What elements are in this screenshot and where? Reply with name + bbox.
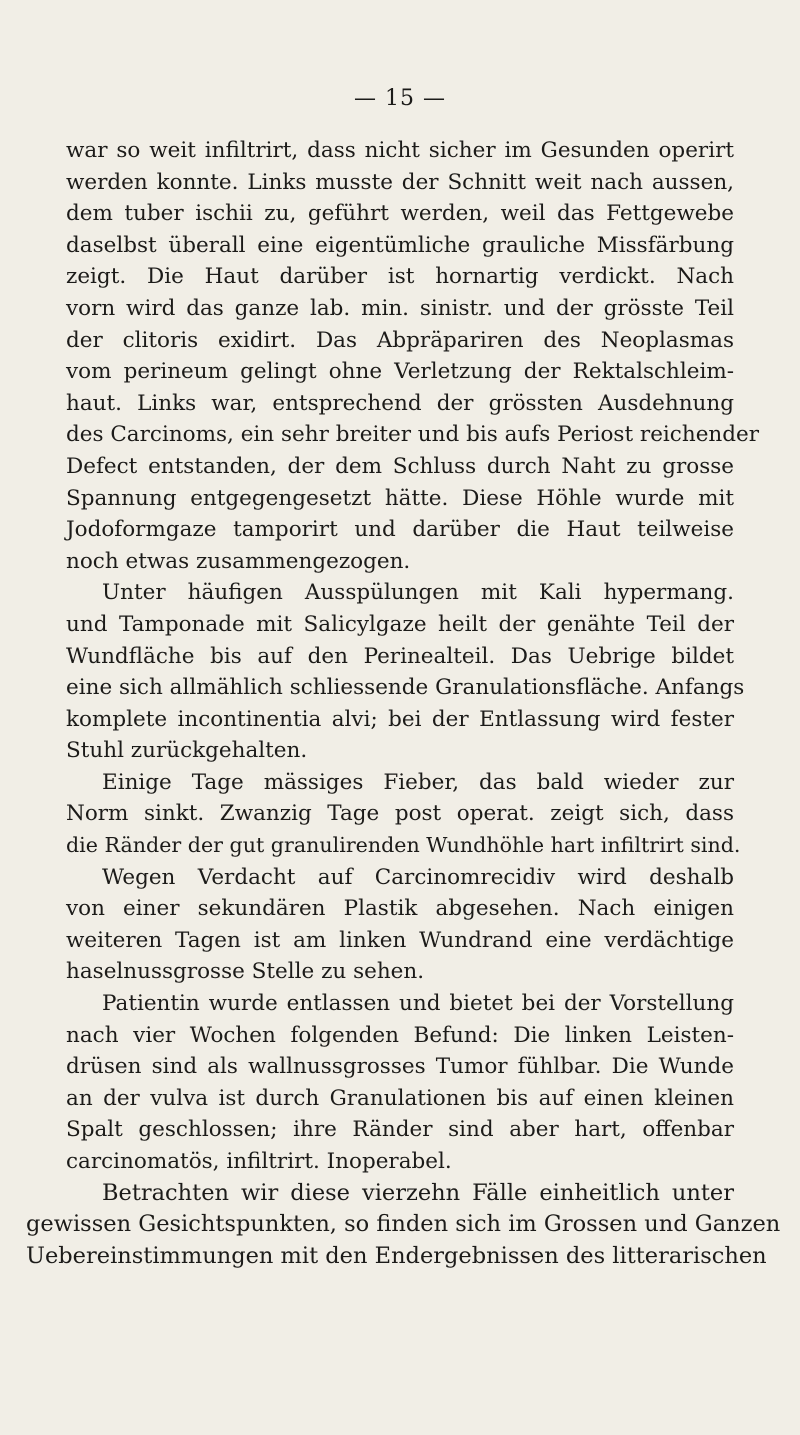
text-line: weiteren Tagen ist am linken Wundrand eine verdächtige	[66, 927, 734, 953]
paragraph	[66, 135, 760, 577]
paragraph	[66, 577, 745, 767]
text-line: war so weit infiltrirt, dass nicht sicher im Gesunden operirt	[66, 138, 734, 163]
text-line: carcinomatös, infiltrirt. Inoperabel.	[66, 1149, 452, 1174]
text-line: vom perineum gelingt ohne Verletzung der Rektalschleim-	[66, 359, 734, 385]
text-line: die Ränder der gut granulirenden Wundhöhle hart infiltrirt sind.	[66, 833, 741, 858]
text-line: Norm sinkt. Zwanzig Tage post operat. zeigt sich, dass	[66, 801, 734, 827]
page-number: — 15 —	[354, 86, 446, 111]
text-line: werden konnte. Links musste der Schnitt weit nach aussen,	[66, 169, 734, 195]
text-line: dem tuber ischii zu, geführt werden, weil das Fettgewebe	[66, 201, 734, 227]
text-line: Wundfläche bis auf den Perinealteil. Das Uebrige bildet	[66, 643, 734, 669]
text-line: Stuhl zurückgehalten.	[66, 738, 308, 764]
text-line: Unter häufigen Ausspülungen mit Kali hypermang.	[102, 580, 734, 606]
text-line: von einer sekundären Plastik abgesehen. Nach einigen	[66, 896, 734, 922]
text-line: Patientin wurde entlassen und bietet bei der Vorstellung	[102, 991, 734, 1017]
text-line: der clitoris exidirt. Das Abpräpariren des Neoplasmas	[66, 327, 734, 353]
text-line: vorn wird das ganze lab. min. sinistr. und der grösste Teil	[66, 295, 734, 321]
text-line: des Carcinoms, ein sehr breiter und bis aufs Periost reichender	[66, 422, 760, 448]
paragraph	[26, 1178, 781, 1273]
text-line: Defect entstanden, der dem Schluss durch Naht zu grosse	[66, 453, 734, 479]
text-line: Einige Tage mässiges Fieber, das bald wieder zur	[102, 769, 734, 795]
paragraph	[66, 988, 734, 1178]
paragraph	[66, 767, 741, 862]
body-text	[26, 135, 781, 1272]
text-line: Betrachten wir diese vierzehn Fälle einheitlich unter	[102, 1179, 734, 1206]
text-line: Wegen Verdacht auf Carcinomrecidiv wird deshalb	[102, 864, 734, 890]
text-line: komplete incontinentia alvi; bei der Entlassung wird fester	[66, 706, 734, 732]
text-line: noch etwas zusammengezogen.	[66, 548, 411, 574]
text-line: Jodoformgaze tamporirt und darüber die Haut teilweise	[66, 517, 734, 543]
text-line: Uebereinstimmungen mit den Endergebnissen des litterarischen	[26, 1242, 767, 1269]
text-line: nach vier Wochen folgenden Befund: Die linken Leisten-	[66, 1022, 734, 1048]
text-line: und Tamponade mit Salicylgaze heilt der genähte Teil der	[66, 611, 734, 637]
text-line: daselbst überall eine eigentümliche grauliche Missfärbung	[66, 232, 734, 258]
paragraph	[66, 862, 734, 988]
text-line: Spalt geschlossen; ihre Ränder sind aber hart, offenbar	[66, 1117, 734, 1143]
text-line: an der vulva ist durch Granulationen bis auf einen kleinen	[66, 1085, 734, 1111]
text-line: eine sich allmählich schliessende Granulationsfläche. Anfangs	[66, 675, 745, 701]
text-line: haut. Links war, entsprechend der grössten Ausdehnung	[66, 390, 734, 416]
text-line: Spannung entgegengesetzt hätte. Diese Höhle wurde mit	[66, 485, 734, 511]
text-line: haselnussgrosse Stelle zu sehen.	[66, 959, 425, 985]
text-line: drüsen sind als wallnussgrosses Tumor fühlbar. Die Wunde	[66, 1054, 734, 1080]
text-line: gewissen Gesichtspunkten, so finden sich im Grossen und Ganzen	[26, 1211, 781, 1238]
text-line: zeigt. Die Haut darüber ist hornartig verdickt. Nach	[66, 264, 734, 290]
